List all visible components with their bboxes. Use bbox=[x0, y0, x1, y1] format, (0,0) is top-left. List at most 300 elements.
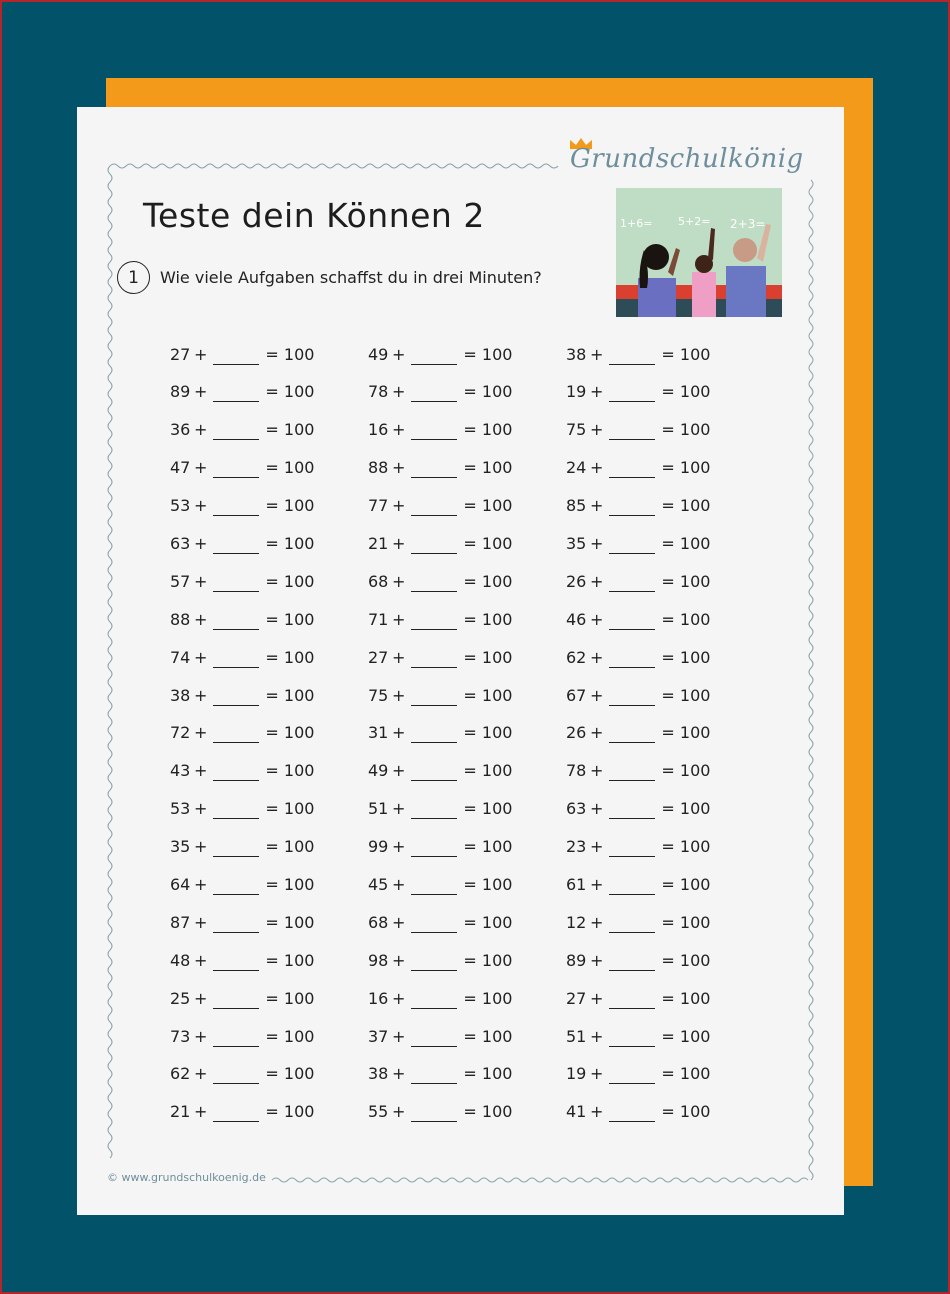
answer-blank[interactable] bbox=[411, 463, 457, 478]
exercise-addend: 49 bbox=[368, 761, 389, 781]
answer-blank[interactable] bbox=[213, 615, 259, 630]
plus-sign: + bbox=[194, 912, 208, 932]
exercise-addend: 27 bbox=[566, 988, 587, 1008]
answer-blank[interactable] bbox=[411, 1069, 457, 1084]
exercise-addend: 77 bbox=[368, 496, 389, 516]
task-number: 1 bbox=[128, 267, 139, 288]
exercise-item bbox=[368, 340, 566, 368]
answer-blank[interactable] bbox=[609, 691, 655, 706]
exercise-addend: 12 bbox=[566, 912, 587, 932]
exercise-item bbox=[368, 984, 566, 1012]
exercise-result: = 100 bbox=[463, 496, 513, 516]
exercise-addend: 99 bbox=[368, 837, 389, 857]
exercise-item bbox=[170, 416, 368, 444]
answer-blank[interactable] bbox=[609, 880, 655, 895]
exercise-result: = 100 bbox=[661, 1064, 711, 1084]
exercise-item bbox=[170, 1098, 368, 1126]
exercise-addend: 16 bbox=[368, 988, 389, 1008]
exercise-item bbox=[170, 719, 368, 747]
exercise-item bbox=[368, 795, 566, 823]
plus-sign: + bbox=[392, 799, 406, 819]
exercise-item bbox=[566, 757, 764, 785]
exercise-addend: 47 bbox=[170, 458, 191, 478]
exercise-addend: 16 bbox=[368, 420, 389, 440]
answer-blank[interactable] bbox=[213, 691, 259, 706]
answer-blank[interactable] bbox=[411, 804, 457, 819]
answer-blank[interactable] bbox=[213, 577, 259, 592]
answer-blank[interactable] bbox=[213, 880, 259, 895]
exercise-item bbox=[566, 719, 764, 747]
plus-sign: + bbox=[392, 723, 406, 743]
plus-sign: + bbox=[590, 458, 604, 478]
plus-sign: + bbox=[590, 609, 604, 629]
exercise-addend: 71 bbox=[368, 609, 389, 629]
task-instruction: Wie viele Aufgaben schaffst du in drei Minuten? bbox=[160, 268, 542, 287]
plus-sign: + bbox=[590, 912, 604, 932]
exercise-result: = 100 bbox=[463, 723, 513, 743]
plus-sign: + bbox=[194, 1064, 208, 1084]
answer-blank[interactable] bbox=[609, 539, 655, 554]
answer-blank[interactable] bbox=[411, 766, 457, 781]
plus-sign: + bbox=[590, 950, 604, 970]
exercise-addend: 87 bbox=[170, 912, 191, 932]
exercise-item bbox=[170, 643, 368, 671]
exercise-item bbox=[368, 681, 566, 709]
exercise-item bbox=[368, 1060, 566, 1088]
plus-sign: + bbox=[194, 1026, 208, 1046]
exercise-result: = 100 bbox=[265, 874, 315, 894]
answer-blank[interactable] bbox=[411, 880, 457, 895]
answer-blank[interactable] bbox=[213, 425, 259, 440]
answer-blank[interactable] bbox=[213, 539, 259, 554]
exercise-item bbox=[368, 1022, 566, 1050]
answer-blank[interactable] bbox=[411, 577, 457, 592]
answer-blank[interactable] bbox=[609, 615, 655, 630]
exercise-item bbox=[566, 1060, 764, 1088]
exercise-result: = 100 bbox=[265, 837, 315, 857]
exercise-addend: 89 bbox=[170, 382, 191, 402]
answer-blank[interactable] bbox=[411, 539, 457, 554]
exercise-grid bbox=[170, 340, 764, 1136]
exercise-addend: 21 bbox=[368, 533, 389, 553]
exercise-addend: 74 bbox=[170, 647, 191, 667]
plus-sign: + bbox=[194, 988, 208, 1008]
plus-sign: + bbox=[194, 723, 208, 743]
exercise-result: = 100 bbox=[265, 1102, 315, 1122]
exercise-addend: 68 bbox=[368, 912, 389, 932]
answer-blank[interactable] bbox=[609, 804, 655, 819]
exercise-result: = 100 bbox=[463, 912, 513, 932]
exercise-result: = 100 bbox=[661, 988, 711, 1008]
child-left bbox=[638, 244, 680, 317]
exercise-addend: 19 bbox=[566, 382, 587, 402]
exercise-item bbox=[368, 378, 566, 406]
plus-sign: + bbox=[590, 1026, 604, 1046]
plus-sign: + bbox=[590, 420, 604, 440]
answer-blank[interactable] bbox=[609, 1069, 655, 1084]
exercise-result: = 100 bbox=[661, 609, 711, 629]
exercise-addend: 63 bbox=[170, 533, 191, 553]
answer-blank[interactable] bbox=[213, 956, 259, 971]
exercise-addend: 53 bbox=[170, 496, 191, 516]
exercise-addend: 78 bbox=[566, 761, 587, 781]
exercise-item bbox=[368, 757, 566, 785]
plus-sign: + bbox=[590, 1102, 604, 1122]
answer-blank[interactable] bbox=[213, 1032, 259, 1047]
answer-blank[interactable] bbox=[609, 387, 655, 402]
exercise-item bbox=[368, 605, 566, 633]
exercise-result: = 100 bbox=[463, 1026, 513, 1046]
exercise-item bbox=[368, 492, 566, 520]
answer-blank[interactable] bbox=[411, 387, 457, 402]
plus-sign: + bbox=[590, 761, 604, 781]
exercise-item bbox=[368, 1098, 566, 1126]
exercise-result: = 100 bbox=[661, 533, 711, 553]
exercise-result: = 100 bbox=[661, 458, 711, 478]
exercise-item bbox=[170, 1022, 368, 1050]
exercise-item bbox=[566, 833, 764, 861]
answer-blank[interactable] bbox=[411, 994, 457, 1009]
exercise-item bbox=[170, 492, 368, 520]
answer-blank[interactable] bbox=[609, 653, 655, 668]
answer-blank[interactable] bbox=[609, 425, 655, 440]
exercise-addend: 61 bbox=[566, 874, 587, 894]
exercise-addend: 64 bbox=[170, 874, 191, 894]
exercise-addend: 85 bbox=[566, 496, 587, 516]
answer-blank[interactable] bbox=[609, 463, 655, 478]
plus-sign: + bbox=[590, 382, 604, 402]
exercise-result: = 100 bbox=[463, 799, 513, 819]
exercise-item bbox=[566, 795, 764, 823]
plus-sign: + bbox=[590, 685, 604, 705]
exercise-addend: 88 bbox=[368, 458, 389, 478]
exercise-item bbox=[170, 946, 368, 974]
exercise-item bbox=[170, 1060, 368, 1088]
exercise-result: = 100 bbox=[265, 458, 315, 478]
exercise-result: = 100 bbox=[265, 609, 315, 629]
exercise-addend: 51 bbox=[368, 799, 389, 819]
exercise-item bbox=[170, 378, 368, 406]
exercise-result: = 100 bbox=[265, 912, 315, 932]
exercise-item bbox=[566, 567, 764, 595]
exercise-addend: 41 bbox=[566, 1102, 587, 1122]
exercise-item bbox=[566, 416, 764, 444]
exercise-result: = 100 bbox=[463, 685, 513, 705]
exercise-result: = 100 bbox=[463, 1064, 513, 1084]
plus-sign: + bbox=[590, 647, 604, 667]
exercise-item bbox=[566, 605, 764, 633]
exercise-item bbox=[368, 643, 566, 671]
exercise-item bbox=[170, 757, 368, 785]
exercise-item bbox=[368, 908, 566, 936]
plus-sign: + bbox=[590, 571, 604, 591]
exercise-item bbox=[170, 340, 368, 368]
exercise-addend: 37 bbox=[368, 1026, 389, 1046]
exercise-item bbox=[170, 567, 368, 595]
exercise-addend: 62 bbox=[566, 647, 587, 667]
plus-sign: + bbox=[194, 799, 208, 819]
answer-blank[interactable] bbox=[213, 501, 259, 516]
plus-sign: + bbox=[392, 420, 406, 440]
answer-blank[interactable] bbox=[411, 691, 457, 706]
exercise-addend: 27 bbox=[170, 344, 191, 364]
exercise-result: = 100 bbox=[463, 571, 513, 591]
exercise-addend: 75 bbox=[566, 420, 587, 440]
exercise-result: = 100 bbox=[265, 647, 315, 667]
exercise-result: = 100 bbox=[265, 1064, 315, 1084]
plus-sign: + bbox=[392, 912, 406, 932]
answer-blank[interactable] bbox=[213, 804, 259, 819]
exercise-result: = 100 bbox=[463, 647, 513, 667]
exercise-addend: 23 bbox=[566, 837, 587, 857]
plus-sign: + bbox=[194, 496, 208, 516]
plus-sign: + bbox=[590, 496, 604, 516]
plus-sign: + bbox=[590, 723, 604, 743]
answer-blank[interactable] bbox=[411, 653, 457, 668]
plus-sign: + bbox=[392, 874, 406, 894]
exercise-item bbox=[566, 870, 764, 898]
plus-sign: + bbox=[590, 874, 604, 894]
exercise-result: = 100 bbox=[661, 344, 711, 364]
plus-sign: + bbox=[194, 533, 208, 553]
exercise-result: = 100 bbox=[661, 950, 711, 970]
exercise-addend: 38 bbox=[566, 344, 587, 364]
plus-sign: + bbox=[392, 761, 406, 781]
answer-blank[interactable] bbox=[213, 994, 259, 1009]
plus-sign: + bbox=[590, 344, 604, 364]
plus-sign: + bbox=[392, 344, 406, 364]
plus-sign: + bbox=[590, 799, 604, 819]
answer-blank[interactable] bbox=[411, 956, 457, 971]
exercise-result: = 100 bbox=[463, 950, 513, 970]
exercise-result: = 100 bbox=[661, 1102, 711, 1122]
exercise-result: = 100 bbox=[463, 609, 513, 629]
exercise-addend: 72 bbox=[170, 723, 191, 743]
exercise-result: = 100 bbox=[661, 912, 711, 932]
exercise-item bbox=[368, 454, 566, 482]
exercise-addend: 48 bbox=[170, 950, 191, 970]
exercise-result: = 100 bbox=[463, 988, 513, 1008]
plus-sign: + bbox=[392, 685, 406, 705]
plus-sign: + bbox=[392, 382, 406, 402]
answer-blank[interactable] bbox=[213, 463, 259, 478]
plus-sign: + bbox=[194, 1102, 208, 1122]
exercise-result: = 100 bbox=[265, 761, 315, 781]
brand-logo: Grundschulkönig bbox=[570, 144, 804, 174]
board-text-2: 5+2= bbox=[678, 215, 711, 228]
exercise-addend: 73 bbox=[170, 1026, 191, 1046]
plus-sign: + bbox=[194, 420, 208, 440]
answer-blank[interactable] bbox=[609, 994, 655, 1009]
answer-blank[interactable] bbox=[609, 1032, 655, 1047]
exercise-addend: 68 bbox=[368, 571, 389, 591]
exercise-result: = 100 bbox=[265, 344, 315, 364]
exercise-result: = 100 bbox=[661, 874, 711, 894]
plus-sign: + bbox=[392, 647, 406, 667]
answer-blank[interactable] bbox=[411, 842, 457, 857]
exercise-item bbox=[170, 681, 368, 709]
answer-blank[interactable] bbox=[411, 350, 457, 365]
exercise-result: = 100 bbox=[661, 685, 711, 705]
plus-sign: + bbox=[392, 533, 406, 553]
exercise-result: = 100 bbox=[463, 420, 513, 440]
plus-sign: + bbox=[590, 1064, 604, 1084]
exercise-item bbox=[566, 908, 764, 936]
answer-blank[interactable] bbox=[213, 387, 259, 402]
exercise-addend: 43 bbox=[170, 761, 191, 781]
answer-blank[interactable] bbox=[213, 653, 259, 668]
exercise-addend: 38 bbox=[170, 685, 191, 705]
exercise-item bbox=[170, 795, 368, 823]
exercise-item bbox=[566, 946, 764, 974]
answer-blank[interactable] bbox=[609, 956, 655, 971]
exercise-result: = 100 bbox=[661, 1026, 711, 1046]
answer-blank[interactable] bbox=[609, 728, 655, 743]
exercise-addend: 57 bbox=[170, 571, 191, 591]
task-number-badge bbox=[117, 261, 150, 294]
answer-blank[interactable] bbox=[213, 1107, 259, 1122]
exercise-result: = 100 bbox=[265, 988, 315, 1008]
answer-blank[interactable] bbox=[213, 728, 259, 743]
exercise-result: = 100 bbox=[265, 420, 315, 440]
exercise-result: = 100 bbox=[661, 799, 711, 819]
answer-blank[interactable] bbox=[411, 501, 457, 516]
exercise-item bbox=[566, 529, 764, 557]
exercise-result: = 100 bbox=[661, 382, 711, 402]
exercise-item bbox=[368, 529, 566, 557]
exercise-item bbox=[368, 833, 566, 861]
answer-blank[interactable] bbox=[213, 918, 259, 933]
answer-blank[interactable] bbox=[609, 1107, 655, 1122]
exercise-item bbox=[170, 833, 368, 861]
exercise-result: = 100 bbox=[265, 723, 315, 743]
plus-sign: + bbox=[194, 382, 208, 402]
plus-sign: + bbox=[590, 988, 604, 1008]
exercise-addend: 21 bbox=[170, 1102, 191, 1122]
exercise-result: = 100 bbox=[463, 761, 513, 781]
plus-sign: + bbox=[590, 837, 604, 857]
exercise-item bbox=[566, 340, 764, 368]
exercise-item bbox=[566, 984, 764, 1012]
exercise-result: = 100 bbox=[265, 382, 315, 402]
plus-sign: + bbox=[194, 647, 208, 667]
answer-blank[interactable] bbox=[411, 1107, 457, 1122]
exercise-item bbox=[566, 378, 764, 406]
answer-blank[interactable] bbox=[213, 842, 259, 857]
exercise-item bbox=[566, 643, 764, 671]
answer-blank[interactable] bbox=[609, 501, 655, 516]
exercise-addend: 38 bbox=[368, 1064, 389, 1084]
exercise-result: = 100 bbox=[265, 571, 315, 591]
exercise-result: = 100 bbox=[661, 571, 711, 591]
answer-blank[interactable] bbox=[213, 350, 259, 365]
exercise-addend: 35 bbox=[170, 837, 191, 857]
exercise-result: = 100 bbox=[265, 496, 315, 516]
answer-blank[interactable] bbox=[609, 577, 655, 592]
exercise-item bbox=[566, 1022, 764, 1050]
footer-copyright: © www.grundschulkoenig.de bbox=[107, 1171, 266, 1184]
exercise-addend: 31 bbox=[368, 723, 389, 743]
answer-blank[interactable] bbox=[609, 842, 655, 857]
board-text-1: 1+6= bbox=[620, 217, 653, 230]
plus-sign: + bbox=[194, 950, 208, 970]
exercise-result: = 100 bbox=[463, 458, 513, 478]
exercise-addend: 49 bbox=[368, 344, 389, 364]
plus-sign: + bbox=[194, 571, 208, 591]
answer-blank[interactable] bbox=[213, 1069, 259, 1084]
exercise-result: = 100 bbox=[463, 1102, 513, 1122]
exercise-result: = 100 bbox=[463, 874, 513, 894]
exercise-result: = 100 bbox=[463, 382, 513, 402]
plus-sign: + bbox=[392, 988, 406, 1008]
exercise-item bbox=[170, 605, 368, 633]
exercise-addend: 62 bbox=[170, 1064, 191, 1084]
exercise-addend: 26 bbox=[566, 571, 587, 591]
plus-sign: + bbox=[194, 837, 208, 857]
exercise-item bbox=[170, 454, 368, 482]
exercise-result: = 100 bbox=[265, 685, 315, 705]
exercise-addend: 27 bbox=[368, 647, 389, 667]
exercise-result: = 100 bbox=[661, 837, 711, 857]
plus-sign: + bbox=[392, 458, 406, 478]
exercise-addend: 75 bbox=[368, 685, 389, 705]
plus-sign: + bbox=[392, 950, 406, 970]
exercise-addend: 36 bbox=[170, 420, 191, 440]
answer-blank[interactable] bbox=[411, 1032, 457, 1047]
answer-blank[interactable] bbox=[411, 918, 457, 933]
exercise-addend: 51 bbox=[566, 1026, 587, 1046]
exercise-item bbox=[368, 567, 566, 595]
plus-sign: + bbox=[392, 1102, 406, 1122]
plus-sign: + bbox=[194, 609, 208, 629]
answer-blank[interactable] bbox=[609, 918, 655, 933]
answer-blank[interactable] bbox=[411, 425, 457, 440]
exercise-addend: 26 bbox=[566, 723, 587, 743]
plus-sign: + bbox=[392, 1026, 406, 1046]
answer-blank[interactable] bbox=[213, 766, 259, 781]
exercise-addend: 24 bbox=[566, 458, 587, 478]
exercise-item bbox=[566, 454, 764, 482]
answer-blank[interactable] bbox=[411, 615, 457, 630]
exercise-item bbox=[566, 1098, 764, 1126]
answer-blank[interactable] bbox=[609, 766, 655, 781]
exercise-item bbox=[566, 492, 764, 520]
exercise-addend: 46 bbox=[566, 609, 587, 629]
exercise-item bbox=[368, 719, 566, 747]
exercise-result: = 100 bbox=[265, 799, 315, 819]
answer-blank[interactable] bbox=[411, 728, 457, 743]
plus-sign: + bbox=[194, 874, 208, 894]
answer-blank[interactable] bbox=[609, 350, 655, 365]
exercise-addend: 89 bbox=[566, 950, 587, 970]
exercise-item bbox=[170, 984, 368, 1012]
exercise-result: = 100 bbox=[661, 496, 711, 516]
exercise-item bbox=[170, 529, 368, 557]
plus-sign: + bbox=[194, 685, 208, 705]
exercise-result: = 100 bbox=[265, 1026, 315, 1046]
plus-sign: + bbox=[194, 761, 208, 781]
exercise-item bbox=[368, 870, 566, 898]
page-title: Teste dein Können 2 bbox=[143, 196, 485, 235]
exercise-addend: 19 bbox=[566, 1064, 587, 1084]
exercise-result: = 100 bbox=[463, 837, 513, 857]
exercise-addend: 88 bbox=[170, 609, 191, 629]
exercise-result: = 100 bbox=[265, 533, 315, 553]
exercise-addend: 78 bbox=[368, 382, 389, 402]
exercise-addend: 63 bbox=[566, 799, 587, 819]
exercise-result: = 100 bbox=[463, 533, 513, 553]
exercise-item bbox=[170, 870, 368, 898]
